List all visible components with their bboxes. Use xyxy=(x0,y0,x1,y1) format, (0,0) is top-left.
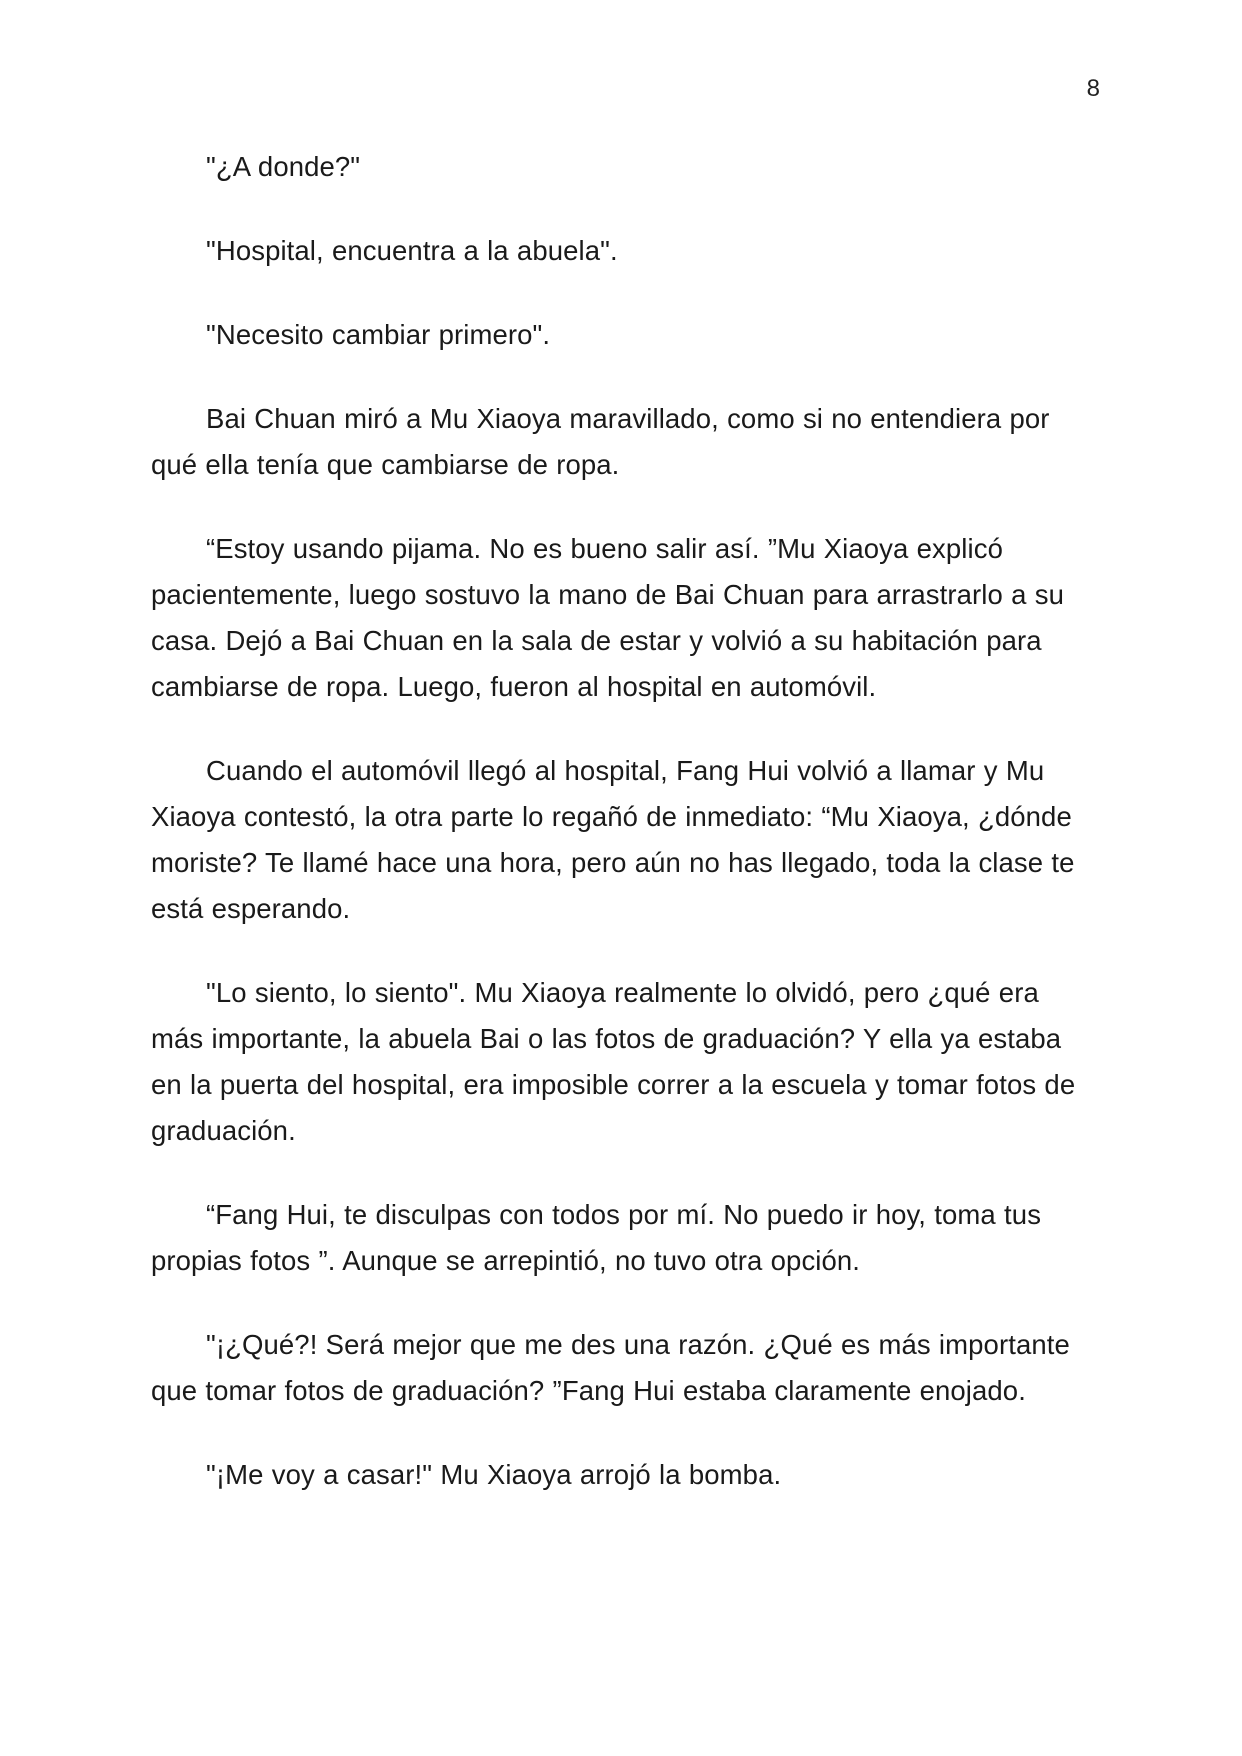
paragraph: "Hospital, encuentra a la abuela". xyxy=(206,235,618,266)
paragraph: "Necesito cambiar primero". xyxy=(206,319,551,350)
paragraph: "¿A donde?" xyxy=(206,151,361,182)
paragraph: "¡¿Qué?! Será mejor que me des una razón. ¿Qué es más importante que tomar fotos de graduación? ”Fang Hui estaba claramente enojado. xyxy=(151,1329,1070,1406)
page-number: 8 xyxy=(1086,75,1100,102)
body-text xyxy=(151,144,1096,1536)
paragraph: “Estoy usando pijama. No es bueno salir así. ”Mu Xiaoya explicó pacientemente, luego sostuvo la mano de Bai Chuan para arrastrarlo a su casa. Dejó a Bai Chuan en la sala de estar y volvió a su habitación para cambiarse de ropa. Luego, fueron al hospital en automóvil. xyxy=(151,533,1064,702)
paragraph: "Lo siento, lo siento". Mu Xiaoya realmente lo olvidó, pero ¿qué era más importante, la abuela Bai o las fotos de graduación? Y ella ya estaba en la puerta del hospital, era imposible correr a la escuela y tomar fotos de graduación. xyxy=(151,977,1076,1146)
paragraph: “Fang Hui, te disculpas con todos por mí. No puedo ir hoy, toma tus propias fotos ”. Aunque se arrepintió, no tuvo otra opción. xyxy=(151,1199,1042,1276)
paragraph: Bai Chuan miró a Mu Xiaoya maravillado, como si no entendiera por qué ella tenía que cambiarse de ropa. xyxy=(151,403,1050,480)
paragraph: Cuando el automóvil llegó al hospital, Fang Hui volvió a llamar y Mu Xiaoya contestó, la otra parte lo regañó de inmediato: “Mu Xiaoya, ¿dónde moriste? Te llamé hace una hora, pero aún no has llegado, toda la clase te está esperando. xyxy=(151,755,1075,924)
paragraph: "¡Me voy a casar!" Mu Xiaoya arrojó la bomba. xyxy=(206,1459,782,1490)
